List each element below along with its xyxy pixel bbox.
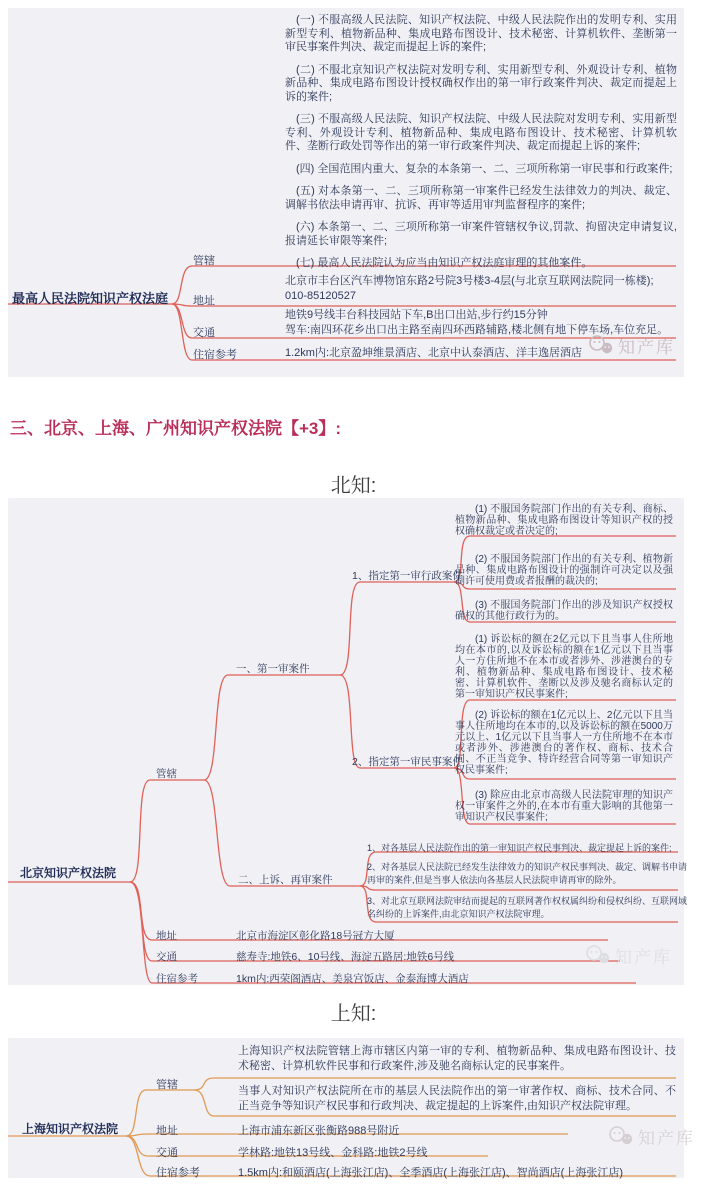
beijing-hotel-text: 1km内:西荣阁酒店、美泉宫饭店、金泰海博大酒店: [236, 973, 469, 985]
watermark: [608, 1124, 695, 1149]
branch-label-transport: 交通: [156, 951, 177, 963]
jurisdiction-item: (三) 不服高级人民法院、知识产权法院、中级人民法院对发明专利、实用新型专利、外观设计专利、植物新品种、集成电路布图设计、技术秘密、计算机软件、垄断行政处罚等作出的第一审行政案件判决、裁定而提起上诉的案件;: [285, 113, 677, 152]
supreme-address-line1: 北京市丰台区汽车博物馆东路2号院3号楼3-4层(与北京互联网法院同一栋楼);: [285, 275, 654, 287]
shanghai-transport-text: 学林路:地铁13号线、金科路:地铁2号线: [238, 1147, 428, 1159]
jurisdiction-item: (四) 全国范围内重大、复杂的本条第一、二、三项所称第一审民事和行政案件;: [296, 162, 673, 175]
branch-label-address: 地址: [156, 1125, 178, 1137]
admin-case-item: (1) 不服国务院部门作出的有关专利、商标、植物新品种、集成电路布图设计等知识产权的授权确权裁定或者决定的;: [455, 504, 673, 537]
beijing-root-node: 北京知识产权法院: [20, 866, 117, 880]
admin-case-item: (3) 不服国务院部门作出的涉及知识产权授权确权的其他行政行为的。: [455, 600, 673, 622]
subheading-shanghai: 上知:: [330, 1003, 377, 1025]
branch-label-jurisdiction: 管辖: [156, 1079, 178, 1091]
subheading-beijing: 北知:: [330, 475, 377, 497]
civil-case-item: (2) 诉讼标的额在1亿元以上、2亿元以下且当事人住所地均在本市的,以及诉讼标的额在5000万元以上、1亿元以下且当事人一方住所地不在本市或者涉外、涉港澳台的著作权、商标、技术合同、不正当竞争、特许经营合同等第一审知识产权民事案件;: [455, 710, 673, 776]
branch-label-hotel: 住宿参考: [156, 973, 198, 985]
zhichanku-logo-icon: [608, 1126, 634, 1147]
admin-case-item: (2) 不服国务院部门作出的有关专利、植物新品种、集成电路布图设计的强制许可决定以及强制许可使用费或者报酬的裁决的;: [455, 554, 673, 587]
watermark: [588, 333, 675, 358]
node-first-instance-cases: 一、第一审案件: [236, 663, 310, 675]
beijing-court-mindmap: [8, 498, 688, 985]
branch-label-jurisdiction: 管辖: [156, 768, 177, 780]
zhichanku-logo-icon: [588, 335, 614, 356]
jurisdiction-item: (七) 最高人民法院认为应当由知识产权法庭审理的其他案件。: [296, 257, 593, 269]
zhichanku-logo-icon: [585, 945, 611, 966]
shanghai-hotel-text: 1.5km内:和颐酒店(上海张江店)、全季酒店(上海张江店)、智尚酒店(上海张江店): [238, 1167, 623, 1179]
shanghai-court-mindmap: [8, 1038, 695, 1179]
supreme-address-line2: 010-85120527: [285, 290, 356, 302]
civil-case-item: (3) 除应由北京市高级人民法院审理的知识产权一审案件之外的,在本市有重大影响的其他第一审知识产权民事案件;: [455, 790, 673, 823]
supreme-transport-line1: 地铁9号线丰台科技园站下车,B出口出站,步行约15分钟: [285, 309, 548, 321]
node-designated-admin-cases: 1、指定第一审行政案件: [352, 570, 463, 582]
beijing-address-text: 北京市海淀区彰化路18号冠方大厦: [236, 930, 395, 942]
supreme-court-mindmap: [8, 8, 684, 377]
branch-label-jurisdiction: 管辖: [193, 255, 215, 267]
branch-label-transport: 交通: [156, 1147, 178, 1159]
branch-label-address: 地址: [193, 295, 215, 307]
shanghai-address-text: 上海市浦东新区张衡路988号附近: [238, 1125, 400, 1137]
jurisdiction-item: 上海知识产权法院管辖上海市辖区内第一审的专利、植物新品种、集成电路布图设计、技术秘密、计算机软件民事和行政案件,涉及驰名商标认定的民事案件。: [238, 1045, 676, 1072]
jurisdiction-item: (六) 本条第一、二、三项所称第一审案件管辖权争议,罚款、拘留决定申请复议,报请延长审限等案件;: [285, 221, 677, 247]
watermark-text: 知产库: [615, 948, 672, 967]
watermark-text: 知产库: [618, 338, 675, 357]
supreme-jurisdiction-content: [285, 14, 677, 280]
watermark: [585, 943, 672, 968]
jurisdiction-item: (二) 不服北京知识产权法院对发明专利、实用新型专利、外观设计专利、植物新品种、集成电路布图设计授权确权作出的第一审行政案件判决、裁定而提起上诉的案件;: [285, 63, 677, 103]
node-designated-civil-cases: 2、指定第一审民事案件: [352, 756, 463, 768]
jurisdiction-item: 当事人对知识产权法院所在市的基层人民法院作出的第一审著作权、商标、技术合同、不正当竞争等知识产权民事和行政判决、裁定提起的上诉案件,由知识产权法院审理。: [238, 1085, 676, 1112]
branch-label-hotel: 住宿参考: [193, 349, 237, 361]
node-appeal-retrial-cases: 二、上诉、再审案件: [238, 874, 333, 886]
branch-label-address: 地址: [156, 930, 177, 942]
beijing-transport-text: 慈寿寺:地铁6、10号线、海淀五路居:地铁6号线: [236, 951, 455, 963]
watermark-text: 知产库: [638, 1129, 695, 1148]
branch-label-hotel: 住宿参考: [156, 1167, 200, 1179]
appeal-case-item: 2、对各基层人民法院已经发生法律效力的知识产权民事判决、裁定、调解书申请再审的案件,但是当事人依法向各基层人民法院申请再审的除外。: [367, 862, 688, 885]
section-heading: 三、北京、上海、广州知识产权法院【+3】:: [10, 419, 342, 438]
civil-case-item: (1) 诉讼标的额在2亿元以下且当事人住所地均在本市的,以及诉讼标的额在1亿元以下且当事人一方住所地不在本市或者涉外、涉港澳台的专利、植物新品种、集成电路布图设计、技术秘密、计算机软件、垄断以及涉及驰名商标认定的第一审知识产权民事案件;: [455, 634, 673, 700]
appeal-case-item: 3、对北京互联网法院审结而提起的互联网著作权权属纠纷和侵权纠纷、互联网域名纠纷的上诉案件,由北京知识产权法院审理。: [367, 896, 688, 919]
supreme-root-node: 最高人民法院知识产权法庭: [12, 291, 169, 306]
jurisdiction-item: (五) 对本条第一、二、三项所称第一审案件已经发生法律效力的判决、裁定、调解书依法申请再审、抗诉、再审等适用审判监督程序的案件;: [285, 185, 677, 211]
supreme-hotel-text: 1.2km内:北京盈坤维景酒店、北京中认泰酒店、洋丰逸居酒店: [285, 347, 583, 359]
shanghai-root-node: 上海知识产权法院: [22, 1122, 119, 1136]
appeal-case-item: 1、对各基层人民法院作出的第一审知识产权民事判决、裁定提起上诉的案件;: [367, 843, 672, 853]
jurisdiction-item: (一) 不服高级人民法院、知识产权法院、中级人民法院作出的发明专利、实用新型专利、植物新品种、集成电路布图设计、技术秘密、计算机软件、垄断第一审民事案件判决、裁定而提起上诉的案件;: [285, 14, 677, 53]
supreme-transport-line2: 驾车:南四环花乡出口出主路至南四环西路辅路,楼北侧有地下停车场,车位充足。: [285, 324, 669, 336]
branch-label-transport: 交通: [193, 327, 215, 339]
